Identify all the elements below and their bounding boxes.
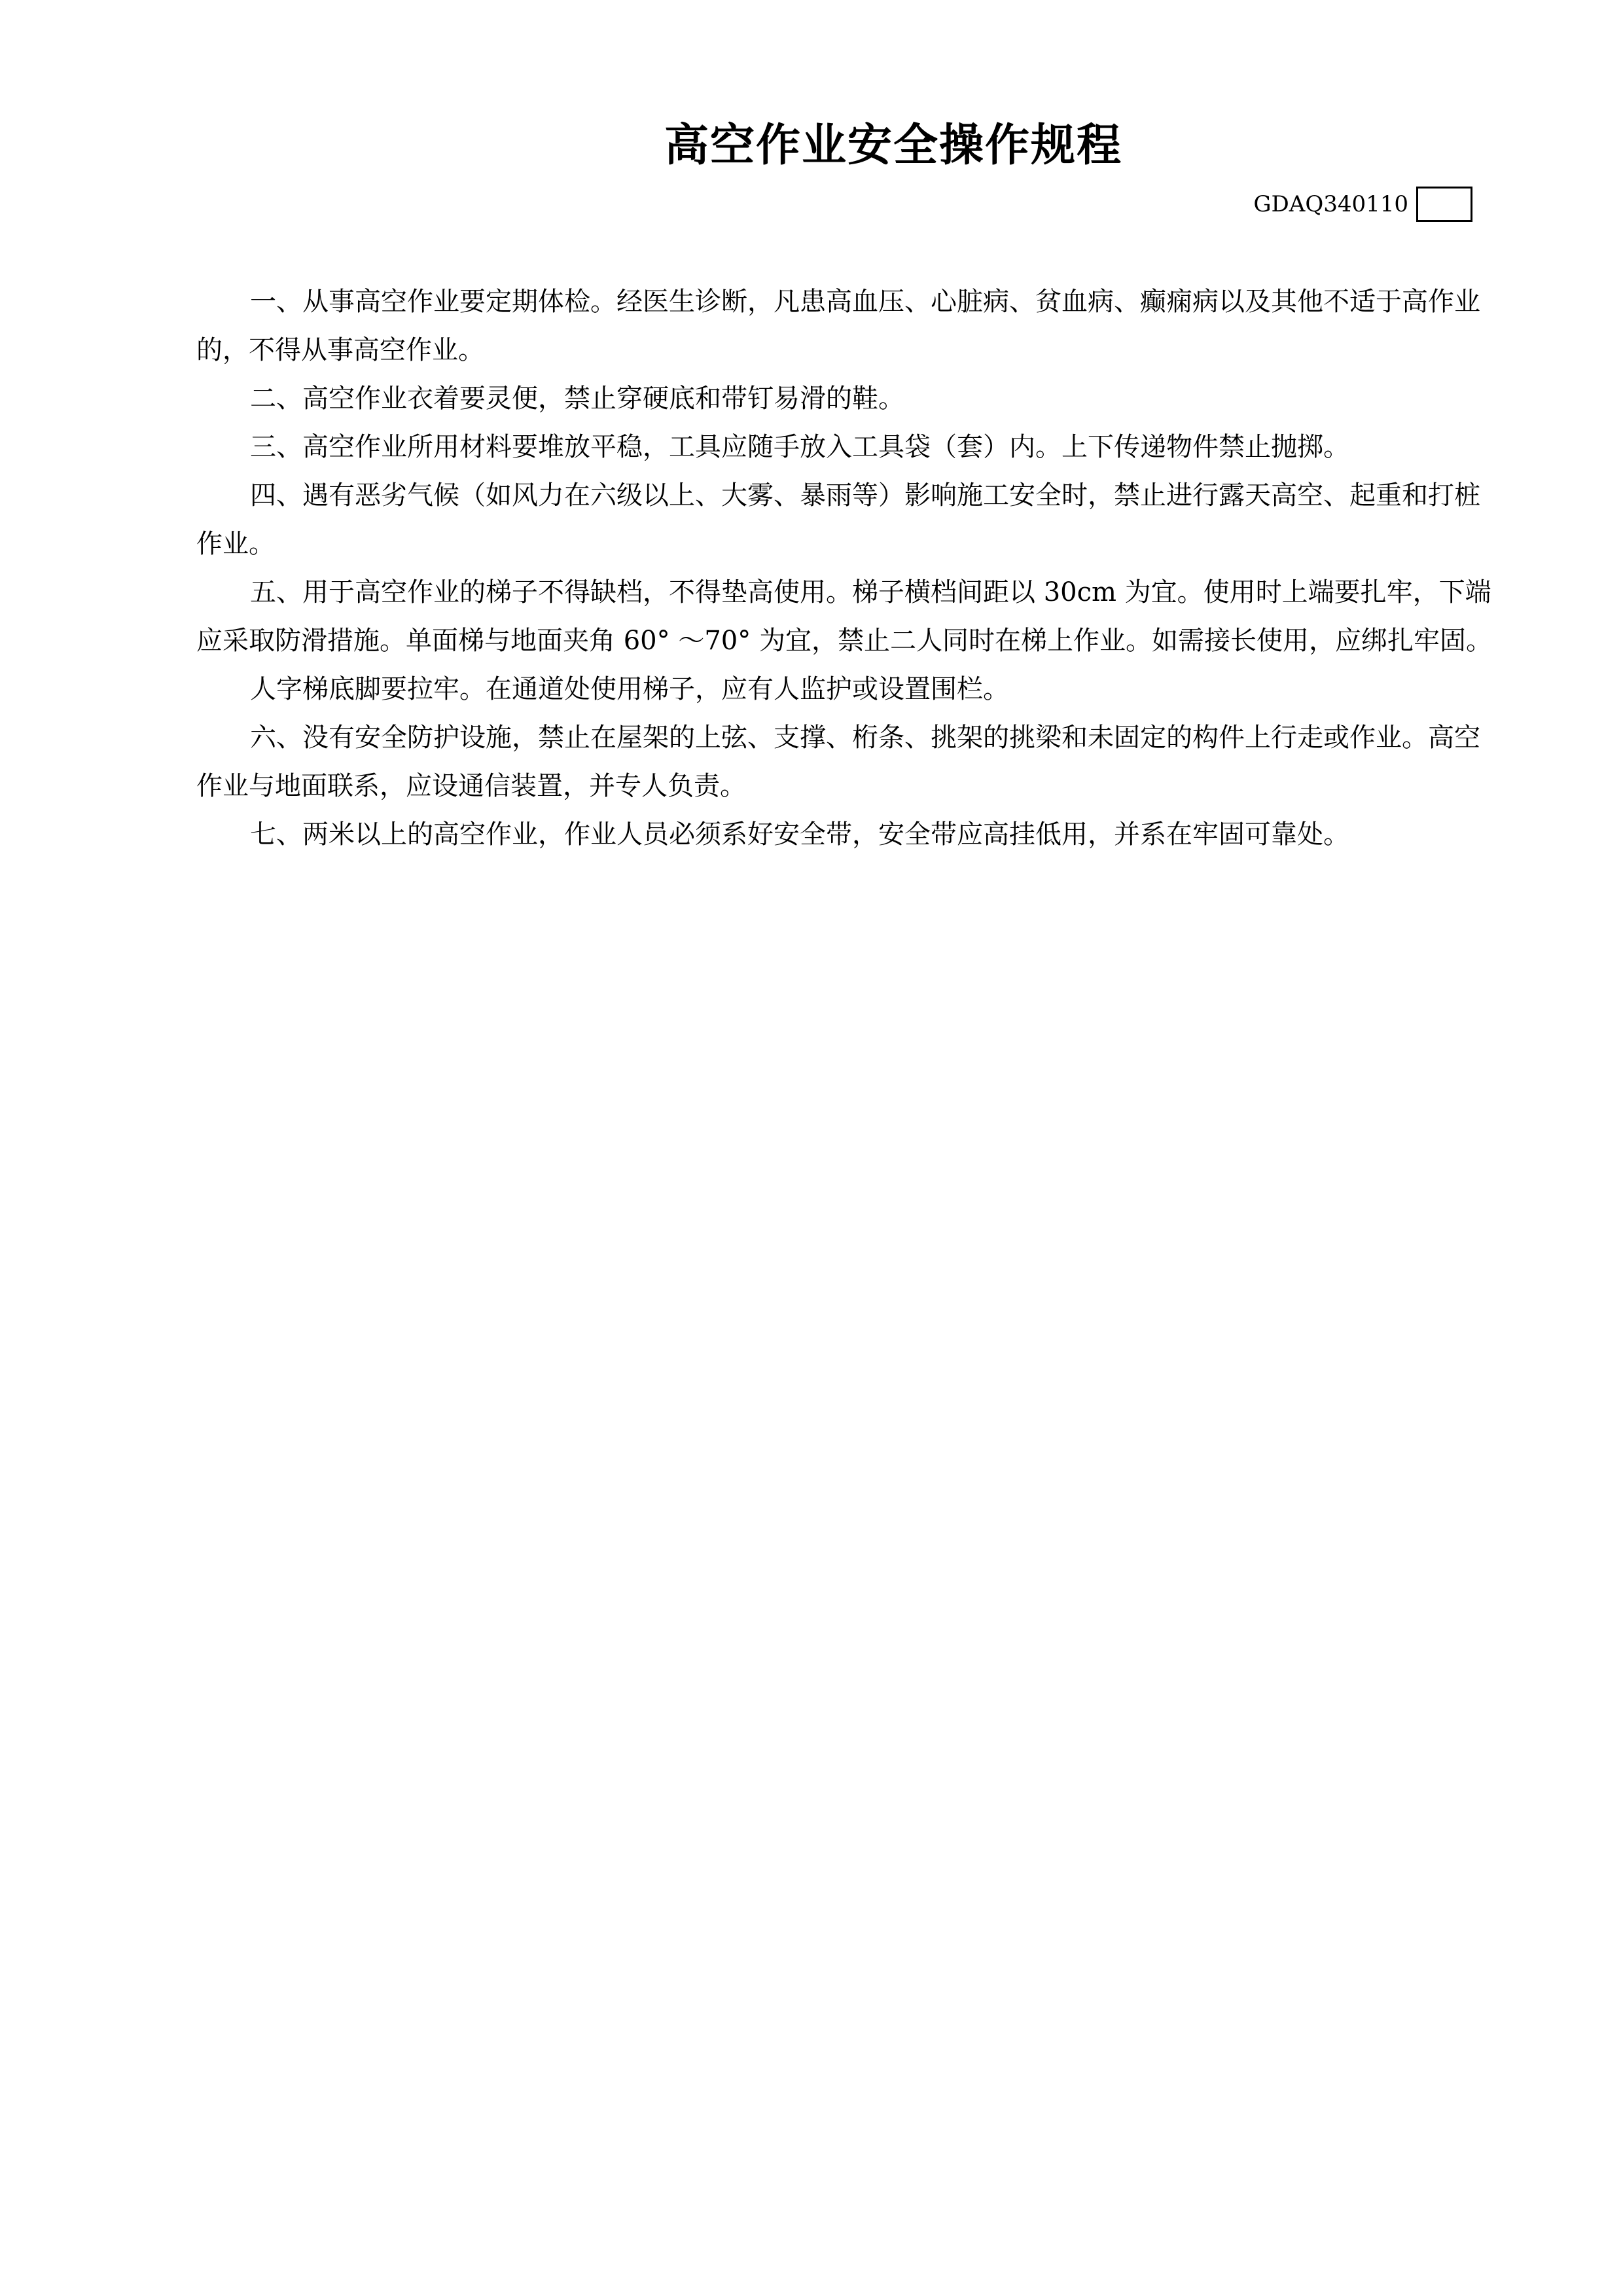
document-title: 高空作业安全操作规程 [664, 120, 1122, 171]
paragraph-1: 一、从事高空作业要定期体检。经医生诊断，凡患高血压、心脏病、贫血病、癫痫病以及其他不适于高作业的，不得从事高空作业。 [196, 287, 1480, 365]
paragraph-7: 六、没有安全防护设施，禁止在屋架的上弦、支撑、桁条、挑架的挑梁和未固定的构件上行走或作业。高空作业与地面联系，应设通信装置，并专人负责。 [196, 723, 1480, 801]
document-body [196, 278, 1500, 859]
paragraph-4: 四、遇有恶劣气候（如风力在六级以上、大雾、暴雨等）影响施工安全时，禁止进行露天高空、起重和打桩作业。 [196, 480, 1480, 559]
document-code-box [1416, 187, 1472, 222]
document-code: GDAQ340110 [1253, 191, 1408, 217]
paragraph-8: 七、两米以上的高空作业，作业人员必须系好安全带，安全带应高挂低用，并系在牢固可靠处。 [250, 819, 1349, 850]
paragraph-2: 二、高空作业衣着要灵便，禁止穿硬底和带钉易滑的鞋。 [250, 384, 904, 414]
paragraph-3: 三、高空作业所用材料要堆放平稳，工具应随手放入工具袋（套）内。上下传递物件禁止抛掷。 [250, 432, 1349, 462]
paragraph-5: 五、用于高空作业的梯子不得缺档，不得垫高使用。梯子横档间距以 30cm 为宜。使用时上端要扎牢，下端应采取防滑措施。单面梯与地面夹角 60° ～70° 为宜，禁止二人同时在梯上作业。如需接长使用，应绑扎牢固。 [196, 577, 1492, 656]
document-code-row [1253, 186, 1472, 223]
paragraph-6: 人字梯底脚要拉牢。在通道处使用梯子，应有人监护或设置围栏。 [250, 674, 1009, 704]
